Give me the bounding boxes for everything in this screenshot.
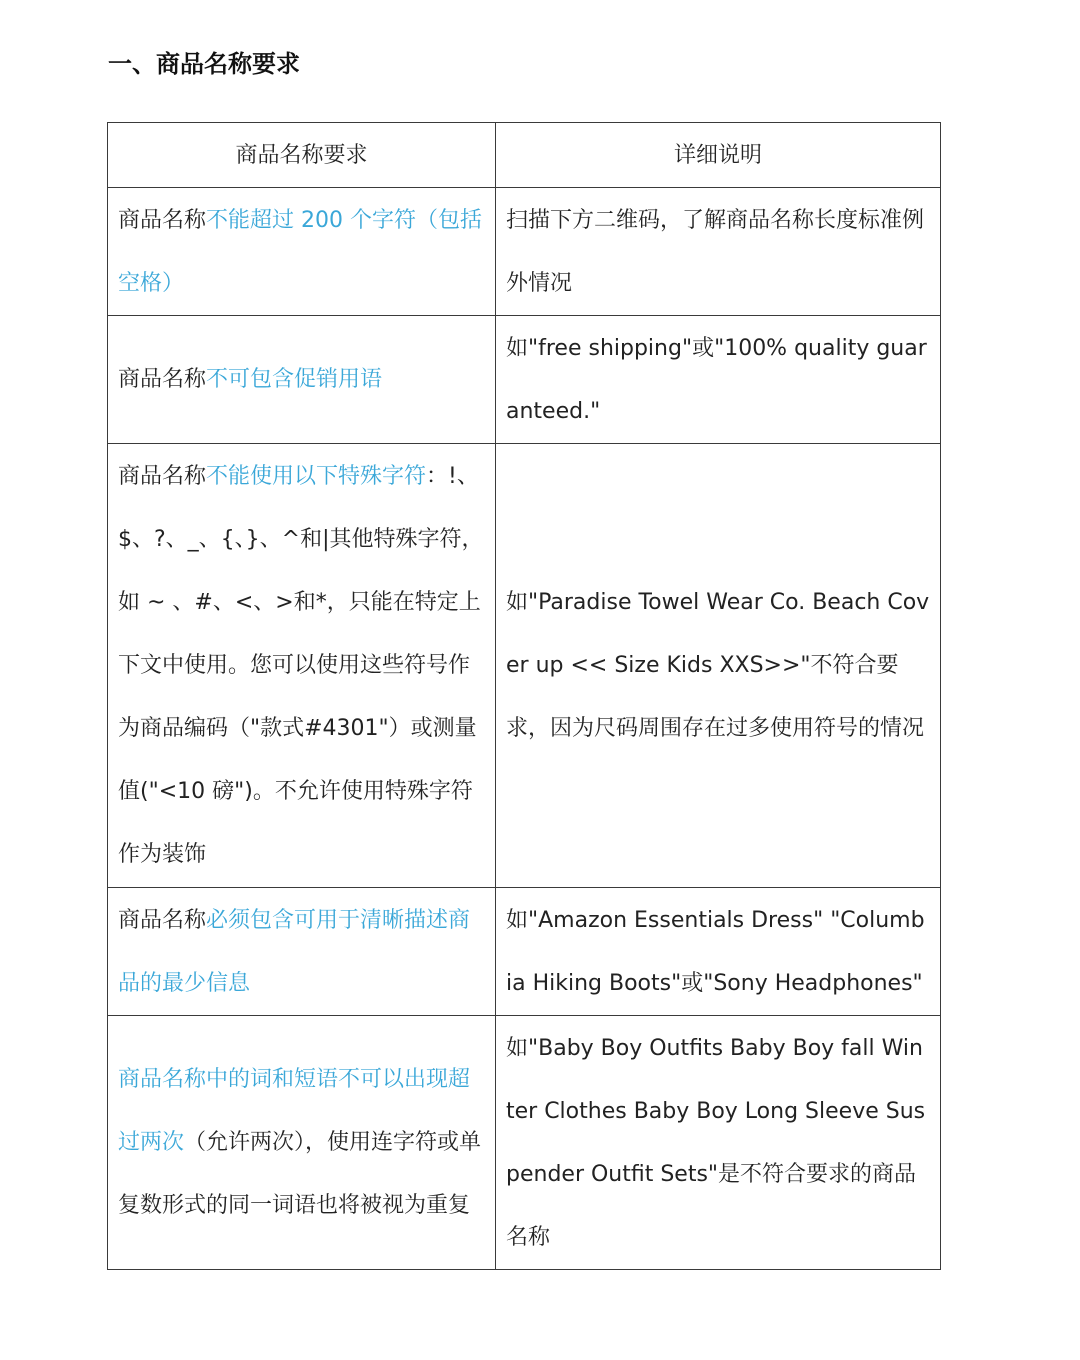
requirement-highlight: 必须包含可用于清晰描述商品的最少信息	[118, 907, 471, 996]
requirement-text: 商品名称	[118, 464, 207, 489]
requirement-cell	[108, 316, 496, 444]
table-row	[108, 1016, 941, 1270]
requirement-text: （允许两次），使用连字符或单复数形式的同一词语也将被视为重复	[118, 1130, 482, 1218]
requirement-text: 商品名称	[118, 207, 207, 233]
header-requirement: 商品名称要求	[108, 123, 496, 188]
table-row	[108, 316, 941, 444]
requirement-highlight: 商品名称中的词和短语不可以出现超过两次	[118, 1067, 471, 1155]
requirement-text: ：!、$、?、_、{、}、^和|其他特殊字符，如 ~ 、#、<、>和*，只能在特定上下文中使用。您可以使用这些符号作为商品编码（"款式#4301"）或测量值("<10 磅")。不允许使用特殊字符作为装饰	[118, 464, 484, 867]
detail-cell: 扫描下方二维码，了解商品名称长度标准例外情况	[496, 188, 941, 316]
requirement-highlight: 不能使用以下特殊字符	[206, 464, 427, 489]
table-row	[108, 188, 941, 316]
detail-cell: 如"Paradise Towel Wear Co. Beach Cover up << Size Kids XXS>>"不符合要求，因为尺码周围存在过多使用符号的情况	[496, 444, 941, 888]
requirement-cell	[108, 444, 496, 888]
page-heading: 一、商品名称要求	[108, 50, 300, 78]
requirement-text: 商品名称	[118, 367, 207, 392]
detail-cell: 如"Amazon Essentials Dress" "Columbia Hiking Boots"或"Sony Headphones"	[496, 888, 941, 1016]
requirement-cell	[108, 888, 496, 1016]
requirements-table	[107, 122, 941, 1270]
requirement-highlight: 不可包含促销用语	[206, 367, 383, 392]
requirement-cell	[108, 1016, 496, 1270]
requirement-cell	[108, 188, 496, 316]
detail-cell: 如"Baby Boy Outfits Baby Boy fall Winter Clothes Baby Boy Long Sleeve Suspender Outfit Sets"是不符合要求的商品名称	[496, 1016, 941, 1270]
requirement-text: 商品名称	[118, 907, 207, 933]
table-row	[108, 888, 941, 1016]
table-header-row	[108, 123, 941, 188]
requirement-highlight: 不能超过 200 个字符（包括空格）	[118, 207, 482, 296]
table-row	[108, 444, 941, 888]
detail-cell: 如"free shipping"或"100% quality guaranteed."	[496, 316, 941, 444]
header-detail: 详细说明	[496, 123, 941, 188]
